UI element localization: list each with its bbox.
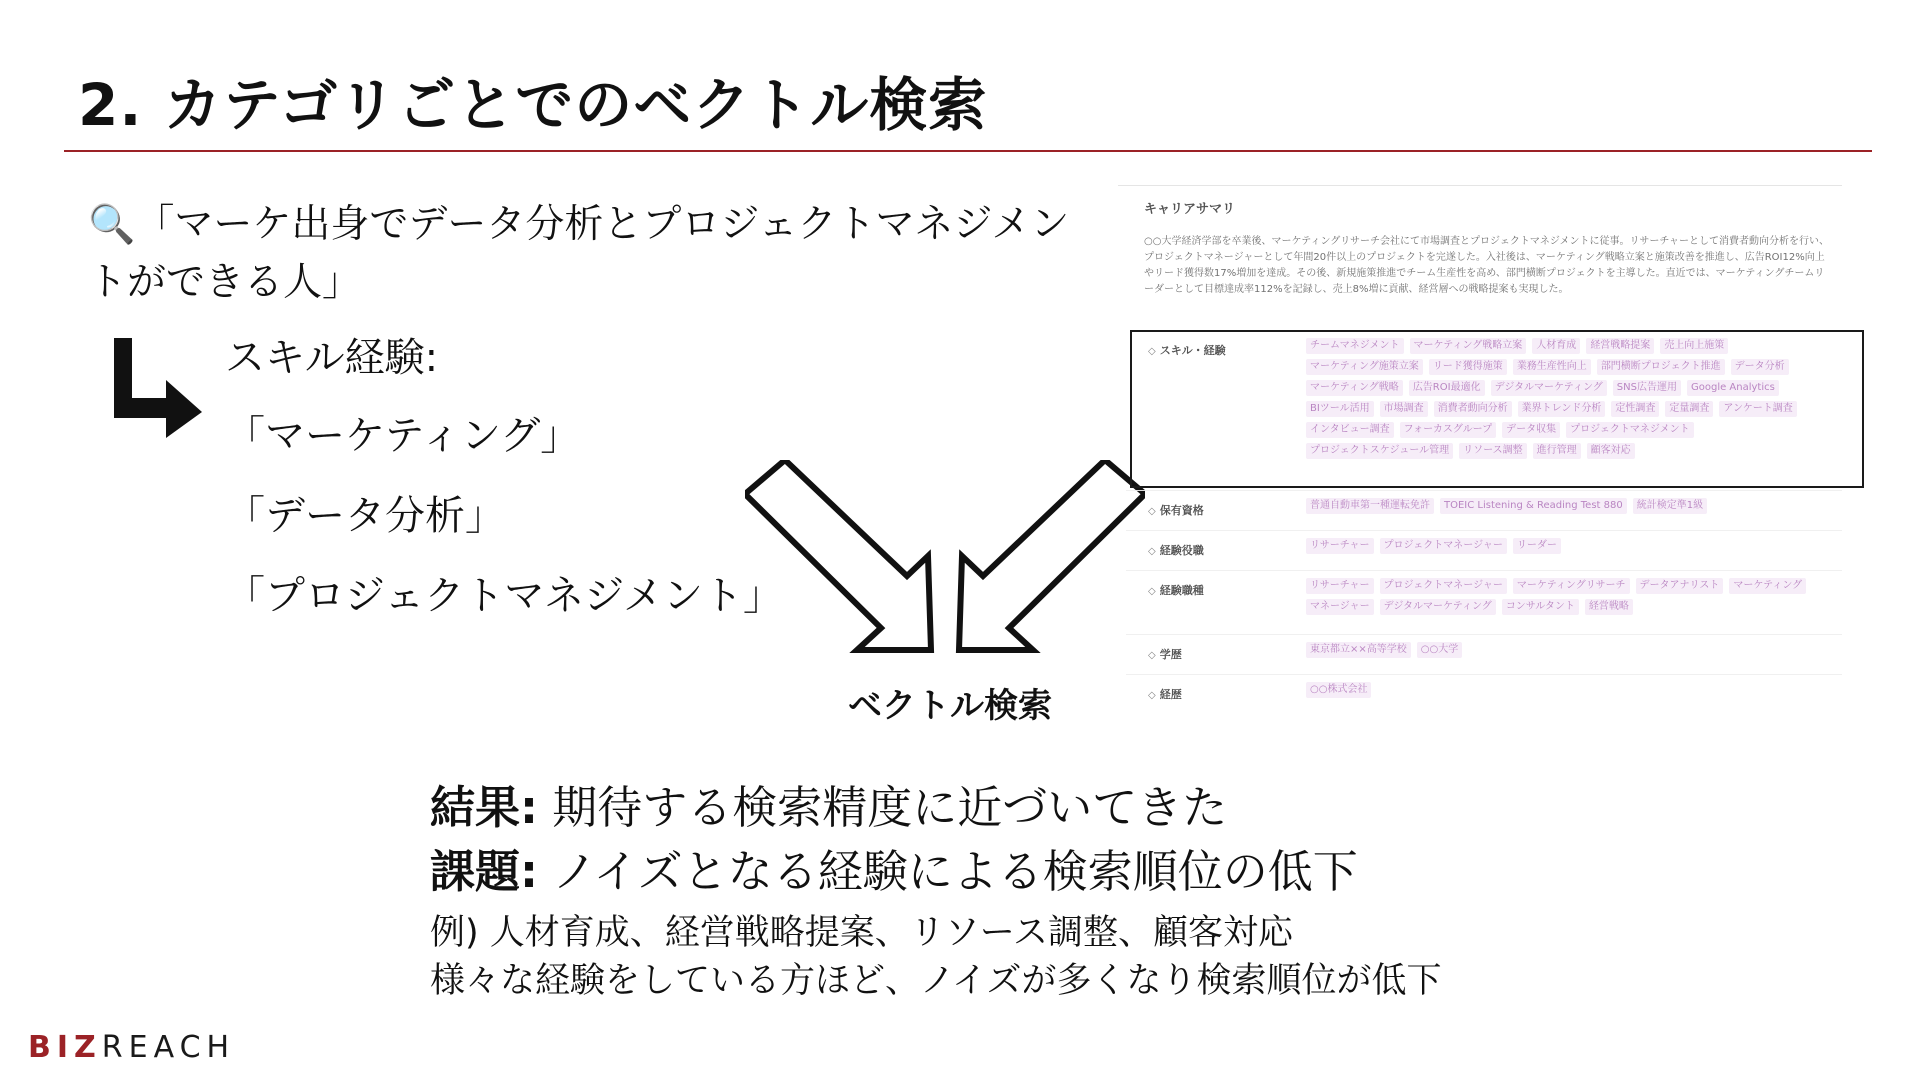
skill-list <box>225 335 783 656</box>
profile-tag: 定性調査 <box>1611 401 1659 417</box>
skill-item-data-analysis: 「データ分析」 <box>225 493 505 539</box>
job-type-tags <box>1306 578 1846 615</box>
row-label: 保有資格 <box>1159 504 1204 517</box>
converging-arrows-icon <box>745 460 1145 660</box>
profile-tag: データ収集 <box>1502 422 1560 438</box>
note-text: 様々な経験をしている方ほど、ノイズが多くなり検索順位が低下 <box>430 961 1442 1001</box>
profile-row-career <box>1126 678 1842 714</box>
profile-tag: ○○大学 <box>1417 642 1462 658</box>
logo-reach: REACH <box>101 1030 236 1065</box>
profile-tag: マーケティング <box>1729 578 1806 594</box>
skill-item-project-management: 「プロジェクトマネジメント」 <box>225 573 783 619</box>
profile-tag: 部門横断プロジェクト推進 <box>1597 359 1725 375</box>
tag-icon: ◇ <box>1148 650 1156 661</box>
tag-icon: ◇ <box>1148 546 1156 557</box>
magnifier-icon: 🔍 <box>88 202 136 246</box>
profile-tag: BIツール活用 <box>1306 401 1374 417</box>
profile-tag: デジタルマーケティング <box>1380 599 1496 615</box>
tag-icon: ◇ <box>1148 586 1156 597</box>
profile-tag: フォーカスグループ <box>1400 422 1497 438</box>
profile-tag: アンケート調査 <box>1719 401 1796 417</box>
tag-icon: ◇ <box>1148 506 1156 517</box>
bizreach-logo <box>28 1030 235 1065</box>
profile-tag: チームマネジメント <box>1306 338 1404 354</box>
profile-tag: 統計検定準1級 <box>1633 498 1707 514</box>
logo-biz: BIZ <box>28 1030 102 1065</box>
career-tags <box>1306 682 1846 698</box>
issue-label: 課題: <box>430 845 538 898</box>
profile-row-education <box>1126 638 1842 675</box>
example-text: 例) 人材育成、経営戦略提案、リソース調整、顧客対応 <box>430 913 1294 953</box>
profile-tag: SNS広告運用 <box>1613 380 1681 396</box>
result-label: 結果: <box>430 781 538 834</box>
result-line <box>430 778 1227 838</box>
row-label: 経歴 <box>1159 688 1182 701</box>
profile-tag: 売上向上施策 <box>1660 338 1728 354</box>
issue-line <box>430 842 1358 902</box>
profile-tag: 業界トレンド分析 <box>1518 401 1606 417</box>
row-label: 経験役職 <box>1159 544 1204 557</box>
career-summary-text: ○○大学経済学部を卒業後、マーケティングリサーチ会社にて市場調査とプロジェクトマネジメントに従事。リサーチャーとして消費者動向分析を行い、プロジェクトマネージャーとして年間20件以上のプロジェクトを完遂した。入社後は、マーケティング戦略立案と施策改善を推進し、広告ROI12%向上やリード獲得数17%増加を達成。その後、新規施策推進でチーム生産性を高め、部門横断プロジェクトを主導した。直近では、マーケティングチームリーダーとして目標達成率112%を記録し、売上8%増に貢献、経営層への戦略提案も実現した。 <box>1144 236 1830 295</box>
result-text: 期待する検索精度に近づいてきた <box>538 781 1228 834</box>
profile-tag: 人材育成 <box>1532 338 1580 354</box>
profile-tag: 顧客対応 <box>1587 443 1635 459</box>
profile-tag: 市場調査 <box>1380 401 1428 417</box>
profile-tag: リサーチャー <box>1306 578 1374 594</box>
row-label: 経験職種 <box>1159 584 1204 597</box>
row-label: 学歴 <box>1159 648 1182 661</box>
profile-tag: デジタルマーケティング <box>1491 380 1607 396</box>
skills-heading: スキル経験: <box>225 335 439 381</box>
profile-row-positions <box>1126 534 1842 571</box>
profile-tag: リード獲得施策 <box>1429 359 1507 375</box>
title-divider <box>64 150 1872 152</box>
certification-tags <box>1306 498 1846 514</box>
profile-tag: インタビュー調査 <box>1306 422 1394 438</box>
profile-tag: プロジェクトマネージャー <box>1380 538 1507 554</box>
profile-tag: 経営戦略提案 <box>1586 338 1654 354</box>
profile-tag: マーケティングリサーチ <box>1513 578 1630 594</box>
profile-tag: マーケティング戦略立案 <box>1410 338 1527 354</box>
profile-tag: ○○株式会社 <box>1306 682 1371 698</box>
profile-tag: プロジェクトマネージャー <box>1380 578 1507 594</box>
search-query <box>88 195 1078 312</box>
profile-tag: プロジェクトスケジュール管理 <box>1306 443 1453 459</box>
profile-tag: マーケティング戦略 <box>1306 380 1403 396</box>
down-right-arrow-icon <box>108 338 204 438</box>
profile-tag: コンサルタント <box>1502 599 1579 615</box>
skills-highlight-box <box>1130 330 1864 488</box>
profile-tag: データアナリスト <box>1636 578 1724 594</box>
tag-icon: ◇ <box>1148 690 1156 701</box>
profile-tag: Google Analytics <box>1687 380 1779 396</box>
profile-tag: リサーチャー <box>1306 538 1374 554</box>
career-summary-title: キャリアサマリ <box>1144 202 1236 217</box>
profile-tag: プロジェクトマネジメント <box>1566 422 1694 438</box>
profile-tag: マネージャー <box>1306 599 1374 615</box>
profile-tag: 業務生産性向上 <box>1513 359 1591 375</box>
skill-item-marketing: 「マーケティング」 <box>225 413 581 459</box>
profile-tag: リーダー <box>1513 538 1561 554</box>
profile-row-certifications <box>1126 494 1842 531</box>
profile-tag: 経営戦略 <box>1585 599 1633 615</box>
position-tags <box>1306 538 1846 554</box>
profile-tag: リソース調整 <box>1459 443 1527 459</box>
vector-search-label: ベクトル検索 <box>848 686 1052 726</box>
issue-text: ノイズとなる経験による検索順位の低下 <box>538 845 1358 898</box>
profile-row-job-types <box>1126 574 1842 635</box>
row-label: スキル・経験 <box>1159 344 1226 357</box>
profile-tag: 普通自動車第一種運転免許 <box>1306 498 1434 514</box>
profile-tag: TOEIC Listening & Reading Test 880 <box>1440 498 1627 514</box>
profile-tag: 東京都立××高等学校 <box>1306 642 1411 658</box>
profile-tag: データ分析 <box>1731 359 1789 375</box>
profile-tag: マーケティング施策立案 <box>1306 359 1423 375</box>
search-query-text: 「マーケ出身でデータ分析とプロジェクトマネジメントができる人」 <box>88 202 1070 305</box>
profile-tag: 進行管理 <box>1533 443 1581 459</box>
profile-tag: 広告ROI最適化 <box>1409 380 1485 396</box>
profile-tag: 消費者動向分析 <box>1434 401 1512 417</box>
slide-title: 2. カテゴリごとでのベクトル検索 <box>78 71 988 139</box>
tag-icon: ◇ <box>1148 346 1156 357</box>
profile-tag: 定量調査 <box>1665 401 1713 417</box>
education-tags <box>1306 642 1846 658</box>
